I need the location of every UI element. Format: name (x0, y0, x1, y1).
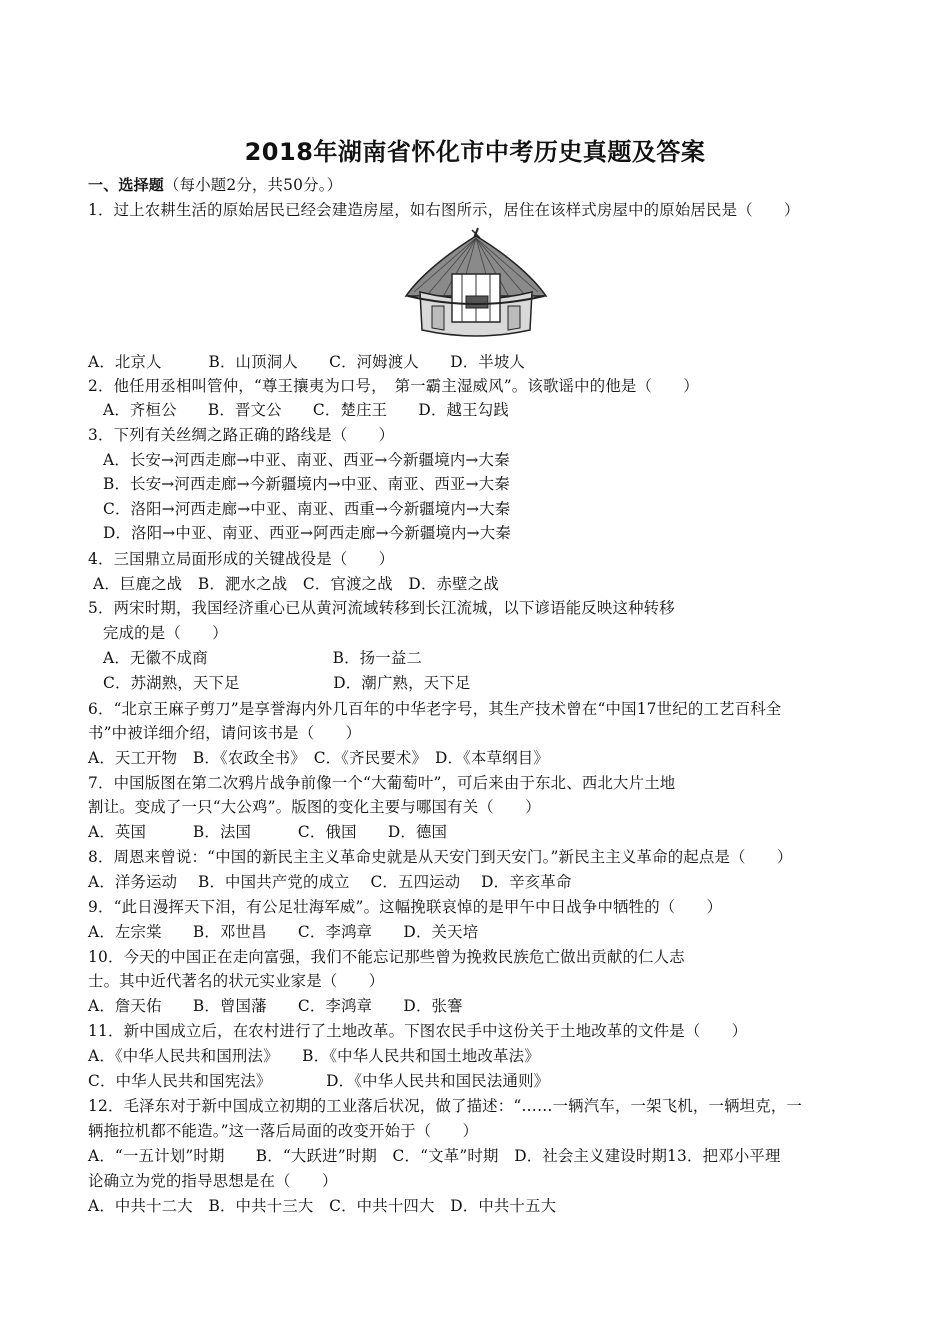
option-line: D．洛阳→中亚、南亚、西亚→阿西走廊→今新疆境内→大秦 (103, 524, 511, 542)
option-line: A．左宗棠 B．邓世昌 C．李鸿章 D．关天培 (88, 923, 479, 941)
option-line: A．长安→河西走廊→中亚、南亚、西亚→今新疆境内→大秦 (103, 451, 510, 469)
question-line: 2．他任用丞相叫管仲，“尊王攘夷为口号， 第一霸主湿威风”。该歌谣中的他是（ ） (88, 377, 699, 395)
option-line: A．齐桓公 B．晋文公 C．楚庄王 D．越王勾践 (103, 401, 509, 419)
option-line: A．天工开物 B．《农政全书》 C．《齐民要术》 D．《本草纲目》 (88, 749, 549, 767)
page-title: 2018年湖南省怀化市中考历史真题及答案 (244, 138, 706, 166)
question-line: 3．下列有关丝绸之路正确的路线是（ ） (88, 426, 395, 444)
question-line: 11．新中国成立后，在农村进行了土地改革。下图农民手中这份关于土地改革的文件是（ ） (88, 1022, 748, 1040)
question-line: 1．过上农耕生活的原始居民已经会建造房屋，如右图所示，居住在该样式房屋中的原始居民是（ ） (88, 201, 800, 219)
option-line: A．北京人 B．山顶洞人 C．河姆渡人 D．半坡人 (88, 353, 526, 371)
option-line: A．洋务运动 B．中国共产党的成立 C．五四运动 D．辛亥革命 (88, 873, 572, 891)
question-line: 8．周恩来曾说：“中国的新民主主义革命史就是从天安门到天安门。”新民主主义革命的起点是（ ） (88, 848, 793, 866)
section-heading-line (88, 173, 342, 197)
question-line: 割让。变成了一只“大公鸡”。版图的变化主要与哪国有关（ ） (88, 798, 541, 816)
question-line: 9．“此日漫挥天下泪，有公足壮海军威”。这幅挽联哀悼的是甲午中日战争中牺牲的（ ） (88, 898, 723, 916)
section-note: （每小题2分，共50分。） (164, 176, 343, 194)
question-line: 书”中被详细介绍，请问该书是（ ） (88, 724, 362, 742)
option-line: A．巨鹿之战 B．淝水之战 C．官渡之战 D．赤壁之战 (93, 575, 499, 593)
question-line: 10．今天的中国正在走向富强，我们不能忘记那些曾为挽救民族危亡做出贡献的仁人志 (88, 948, 685, 966)
option-line: C．中华人民共和国宪法》 D．《中华人民共和国民法通则》 (88, 1072, 550, 1090)
option-line: A．中共十二大 B．中共十三大 C．中共十四大 D．中共十五大 (88, 1197, 557, 1215)
question-line: 士。其中近代著名的状元实业家是（ ） (88, 972, 385, 990)
question-line: 6．“北京王麻子剪刀”是享誉海内外几百年的中华老字号，其生产技术曾在“中国17世纪的工艺百科全 (88, 700, 782, 718)
question-line: 7．中国版图在第二次鸦片战争前像一个“大葡萄叶”，可后来由于东北、西北大片土地 (88, 774, 676, 792)
option-line: A．无徽不成商 B．扬一益二 (103, 649, 423, 667)
option-line: C．洛阳→河西走廊→中亚、南亚、西重→今新疆境内→大秦 (103, 500, 511, 518)
question-line: 12．毛泽东对于新中国成立初期的工业落后状况，做了描述：“……一辆汽车，一架飞机，一辆坦克，一 (88, 1097, 803, 1115)
section-heading: 一、选择题 (88, 176, 165, 194)
question-line: 5．两宋时期，我国经济重心已从黄河流域转移到长江流城，以下谚语能反映这种转移 (88, 599, 675, 617)
question-line: 辆拖拉机都不能造。”这一落后局面的改变开始于（ ） (88, 1122, 479, 1140)
question-line: 4．三国鼎立局面形成的关键战役是（ ） (88, 550, 395, 568)
question-line: 论确立为党的指导思想是在（ ） (88, 1172, 338, 1190)
option-line: A．詹天佑 B．曾国藩 C．李鸿章 D．张謇 (88, 997, 463, 1015)
option-line: A．《中华人民共和国刑法》 B．《中华人民共和国土地改革法》 (88, 1047, 540, 1065)
option-line: A．英国 B．法国 C．俄国 D．德国 (88, 823, 448, 841)
question-line: 完成的是（ ） (103, 624, 228, 642)
primitive-house-figure (402, 226, 550, 344)
hut-illustration (406, 228, 546, 336)
option-line: A．“一五计划”时期 B．“大跃进”时期 C．“文革”时期 D．社会主义建设时期13．把邓小平理 (88, 1147, 781, 1165)
option-line: C．苏湖熟，天下足 D．潮广熟，天下足 (103, 674, 471, 692)
option-line: B．长安→河西走廊→今新疆境内→中亚、南亚、西亚→大秦 (103, 475, 510, 493)
